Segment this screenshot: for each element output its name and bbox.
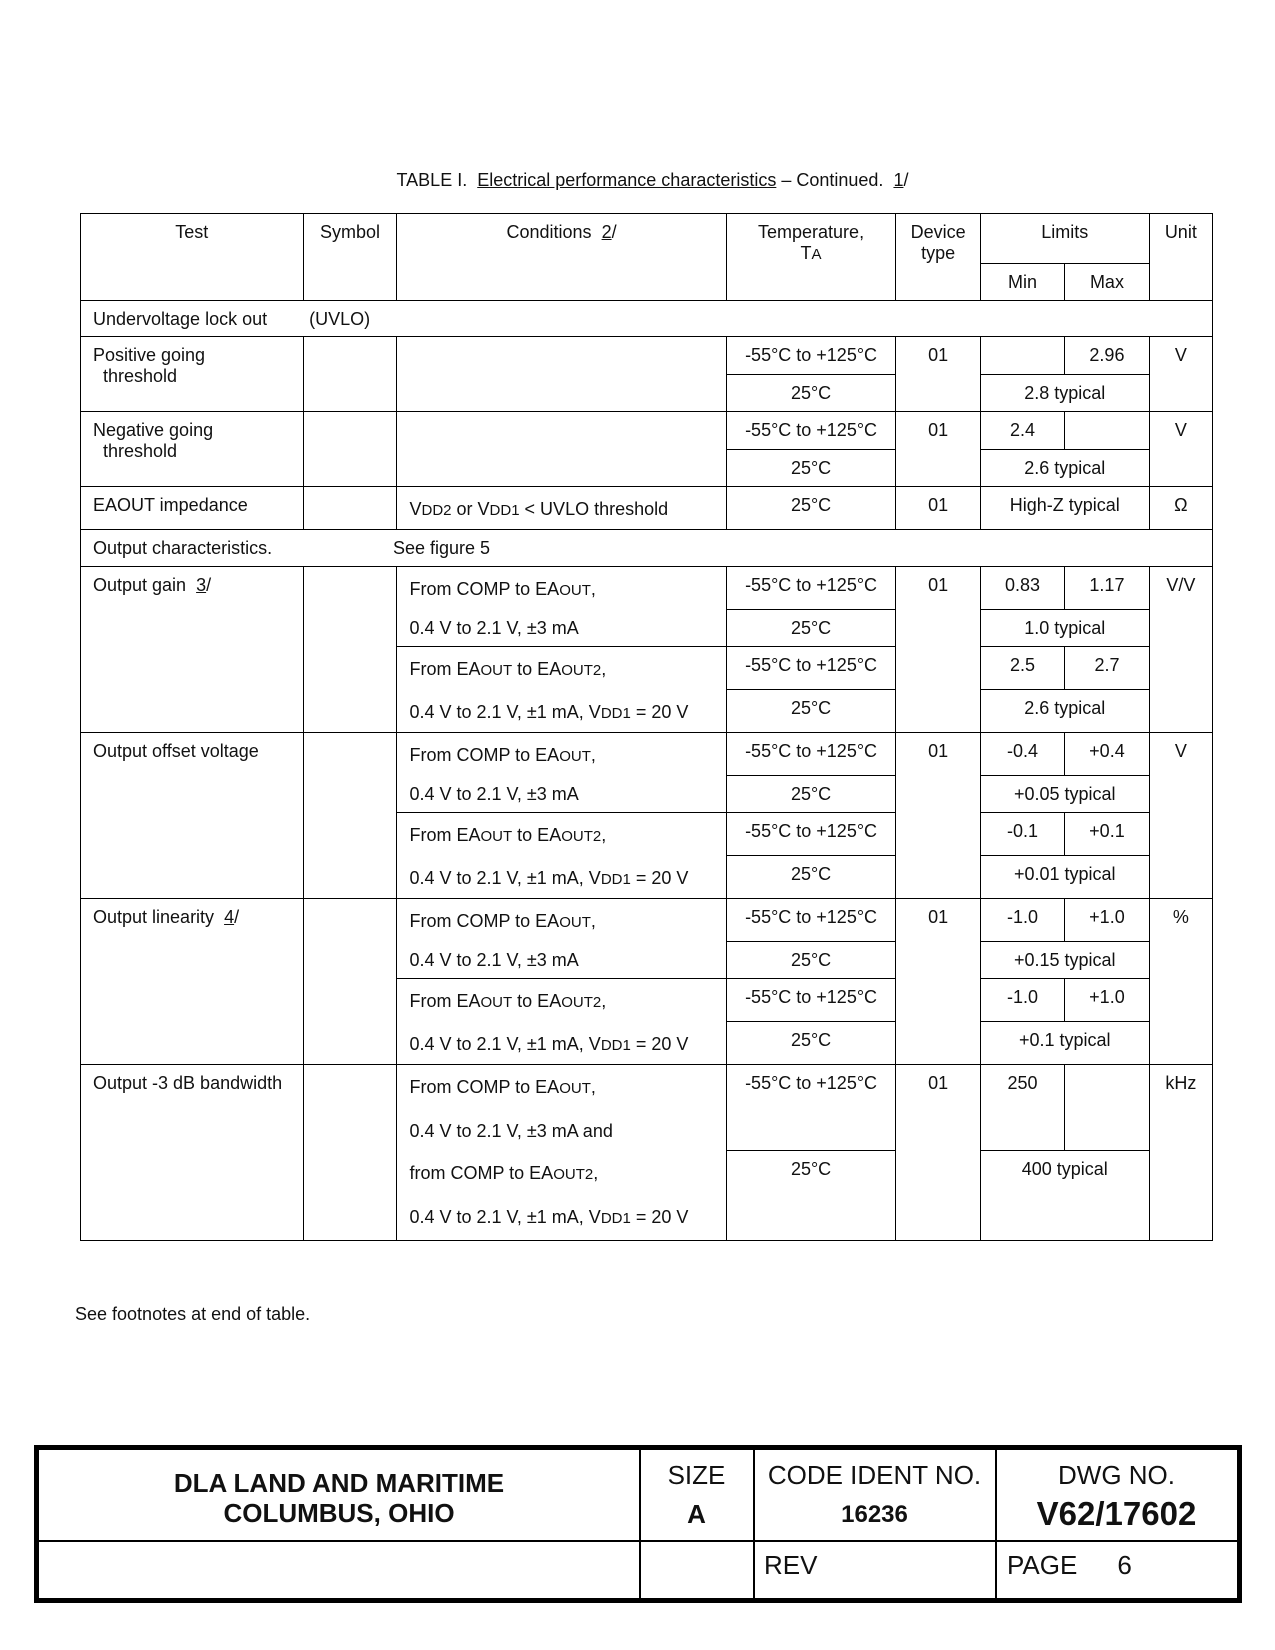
offset-symbol [303, 733, 397, 899]
offset-cond-2: 0.4 V to 2.1 V, ±3 mA [397, 776, 726, 813]
offset-typical-1: +0.05 typical [980, 776, 1149, 813]
table-title-note: 1 [893, 170, 904, 190]
gain-c1c: , [590, 579, 596, 599]
eaout-typical: High-Z typical [980, 487, 1149, 530]
linearity-c3d: OUT2 [561, 994, 602, 1011]
gain-temp-2: 25°C [726, 610, 896, 647]
linearity-max-1: +1.0 [1065, 899, 1149, 942]
offset-c3a: From EA [409, 825, 481, 845]
offset-c4b: DD1 [600, 870, 631, 888]
pos-temp-1: -55°C to +125°C [726, 337, 896, 375]
neg-unit: V [1149, 412, 1212, 487]
pos-unit: V [1149, 337, 1212, 412]
offset-max-2: +0.1 [1065, 813, 1149, 856]
header-conditions-note: 2 [601, 222, 612, 242]
linearity-cond-1 [397, 899, 726, 942]
uvlo-symbol: (UVLO) [309, 309, 371, 329]
outchar-cond: See figure 5 [393, 538, 491, 558]
linearity-typical-1: +0.15 typical [980, 942, 1149, 979]
bandwidth-conditions [397, 1065, 726, 1241]
eaout-cond-vdd2: DD2 [421, 502, 452, 519]
offset-c1a: From COMP to EA [409, 745, 560, 765]
bandwidth-c2: 0.4 V to 2.1 V, ±3 mA and [409, 1121, 613, 1141]
header-type: type [921, 243, 956, 263]
linearity-max-2: +1.0 [1065, 979, 1149, 1022]
bandwidth-c3c: , [593, 1163, 599, 1183]
neg-test [81, 412, 304, 487]
linearity-min-1: -1.0 [980, 899, 1064, 942]
header-symbol: Symbol [303, 214, 397, 301]
linearity-temp-1: -55°C to +125°C [726, 899, 896, 942]
pos-test-line2: threshold [103, 366, 178, 386]
linearity-c3b: OUT [480, 994, 513, 1011]
gain-cond-1 [397, 567, 726, 610]
neg-test-line1: Negative going [93, 420, 214, 440]
gain-symbol [303, 567, 397, 733]
bandwidth-c3a: from COMP to EA [409, 1163, 554, 1183]
gain-cond-2: 0.4 V to 2.1 V, ±3 mA [397, 610, 726, 647]
gain-max-2: 2.7 [1065, 647, 1149, 690]
gain-c3c: to EA [512, 659, 562, 679]
linearity-min-2: -1.0 [980, 979, 1064, 1022]
bandwidth-c3b: OUT2 [553, 1166, 594, 1183]
table-title [0, 170, 1275, 191]
eaout-test: EAOUT impedance [81, 487, 304, 530]
pos-symbol [303, 337, 397, 412]
linearity-c4b: DD1 [600, 1036, 631, 1054]
gain-c1b: OUT [559, 582, 591, 599]
linearity-cond-4 [397, 1022, 726, 1065]
linearity-test-note: 4 [224, 907, 235, 927]
gain-c3d: OUT2 [561, 662, 602, 679]
header-temperature-label: Temperature, [758, 222, 865, 242]
linearity-c1c: , [590, 911, 596, 931]
gain-max-1: 1.17 [1065, 567, 1149, 610]
offset-min-2: -0.1 [980, 813, 1064, 856]
title-block [34, 1445, 1242, 1603]
linearity-device: 01 [896, 899, 980, 1065]
offset-cond-3 [397, 813, 726, 856]
gain-unit: V/V [1149, 567, 1212, 733]
offset-c1b: OUT [559, 748, 591, 765]
outchar-label: Output characteristics. [93, 538, 273, 558]
gain-cond-4 [397, 690, 726, 733]
offset-cond-4 [397, 856, 726, 899]
offset-unit: V [1149, 733, 1212, 899]
linearity-c3c: to EA [512, 991, 562, 1011]
header-test: Test [81, 214, 304, 301]
bandwidth-temp-1: -55°C to +125°C [726, 1065, 896, 1151]
neg-temp-2: 25°C [726, 450, 896, 487]
header-ta: T [800, 243, 812, 263]
organization-line2: COLUMBUS, OHIO [223, 1498, 455, 1528]
offset-c3e: , [601, 825, 607, 845]
pos-conditions [397, 337, 726, 412]
eaout-cond-v: V [409, 499, 422, 519]
linearity-c4c: = 20 V [630, 1033, 689, 1054]
gain-c3a: From EA [409, 659, 481, 679]
gain-temp-4: 25°C [726, 690, 896, 733]
size-label: SIZE [667, 1460, 726, 1490]
linearity-temp-2: 25°C [726, 942, 896, 979]
eaout-unit: Ω [1149, 487, 1212, 530]
offset-c3d: OUT2 [561, 828, 602, 845]
offset-c3c: to EA [512, 825, 562, 845]
pos-device: 01 [896, 337, 980, 412]
gain-c4b: DD1 [600, 704, 631, 722]
header-limits: Limits [980, 214, 1149, 264]
uvlo-label: Undervoltage lock out [93, 309, 268, 329]
pos-max: 2.96 [1065, 337, 1149, 375]
gain-c3b: OUT [480, 662, 513, 679]
pos-test-line1: Positive going [93, 345, 206, 365]
offset-c4a: 0.4 V to 2.1 V, ±1 mA, V [409, 867, 601, 888]
bandwidth-min: 250 [980, 1065, 1064, 1151]
linearity-test: Output linearity 4/ [81, 899, 304, 1065]
neg-min: 2.4 [980, 412, 1064, 450]
offset-min-1: -0.4 [980, 733, 1064, 776]
header-max: Max [1065, 264, 1149, 301]
table-title-prefix: TABLE I. [396, 170, 468, 190]
bandwidth-temp-2: 25°C [726, 1150, 896, 1240]
eaout-cond-or: or V [451, 499, 490, 519]
table-title-name: Electrical performance characteristics [477, 170, 777, 190]
gain-typical-1: 1.0 typical [980, 610, 1149, 647]
bandwidth-symbol [303, 1065, 397, 1241]
gain-test-label: Output gain [93, 575, 187, 595]
gain-test: Output gain 3/ [81, 567, 304, 733]
pos-temp-2: 25°C [726, 375, 896, 412]
linearity-unit: % [1149, 899, 1212, 1065]
gain-c3e: , [601, 659, 607, 679]
electrical-characteristics-table [80, 213, 1213, 1241]
linearity-c1b: OUT [559, 914, 591, 931]
eaout-conditions [397, 487, 726, 530]
linearity-symbol [303, 899, 397, 1065]
size-value: A [687, 1499, 706, 1529]
offset-test: Output offset voltage [81, 733, 304, 899]
page-block [1007, 1550, 1132, 1581]
header-unit: Unit [1149, 214, 1212, 301]
offset-temp-1: -55°C to +125°C [726, 733, 896, 776]
uvlo-section-row [81, 301, 1213, 337]
bandwidth-c4b: DD1 [600, 1210, 631, 1227]
bandwidth-device: 01 [896, 1065, 980, 1241]
gain-min-2: 2.5 [980, 647, 1064, 690]
eaout-cond-threshold: < UVLO threshold [519, 499, 669, 519]
gain-c1a: From COMP to EA [409, 579, 560, 599]
bandwidth-c4a: 0.4 V to 2.1 V, ±1 mA, V [409, 1207, 601, 1227]
size-block [640, 1460, 753, 1530]
offset-typical-2: +0.01 typical [980, 856, 1149, 899]
linearity-temp-3: -55°C to +125°C [726, 979, 896, 1022]
offset-temp-3: -55°C to +125°C [726, 813, 896, 856]
gain-c4a: 0.4 V to 2.1 V, ±1 mA, V [409, 701, 601, 722]
gain-test-note: 3 [196, 575, 207, 595]
bandwidth-c1b: OUT [559, 1080, 591, 1097]
offset-max-1: +0.4 [1065, 733, 1149, 776]
gain-typical-2: 2.6 typical [980, 690, 1149, 733]
table-title-slash: / [903, 170, 909, 190]
offset-temp-4: 25°C [726, 856, 896, 899]
dwg-label: DWG NO. [1058, 1460, 1175, 1490]
neg-temp-1: -55°C to +125°C [726, 412, 896, 450]
organization [39, 1468, 639, 1528]
offset-c4c: = 20 V [630, 867, 689, 888]
eaout-device: 01 [896, 487, 980, 530]
code-ident-label: CODE IDENT NO. [767, 1460, 982, 1490]
neg-test-line2: threshold [103, 441, 178, 461]
linearity-test-label: Output linearity [93, 907, 215, 927]
dwg-value: V62/17602 [1036, 1495, 1197, 1532]
gain-cond-3 [397, 647, 726, 690]
table-title-suffix: – Continued. [781, 170, 884, 190]
bandwidth-c4c: = 20 V [630, 1207, 689, 1227]
offset-cond-1 [397, 733, 726, 776]
gain-device: 01 [896, 567, 980, 733]
gain-min-1: 0.83 [980, 567, 1064, 610]
eaout-symbol [303, 487, 397, 530]
header-conditions: Conditions 2/ [397, 214, 726, 301]
neg-symbol [303, 412, 397, 487]
bandwidth-unit: kHz [1149, 1065, 1212, 1241]
code-ident-block [754, 1460, 995, 1529]
bandwidth-c1c: , [590, 1077, 596, 1097]
page-number: 6 [1117, 1550, 1132, 1580]
pos-test [81, 337, 304, 412]
gain-c4c: = 20 V [630, 701, 689, 722]
bandwidth-typical: 400 typical [980, 1150, 1149, 1240]
neg-max [1065, 412, 1149, 450]
offset-c1c: , [590, 745, 596, 765]
neg-conditions [397, 412, 726, 487]
page-label: PAGE [1007, 1550, 1078, 1580]
linearity-typical-2: +0.1 typical [980, 1022, 1149, 1065]
linearity-c4a: 0.4 V to 2.1 V, ±1 mA, V [409, 1033, 601, 1054]
header-device: Device [910, 222, 966, 242]
footnote-reference: See footnotes at end of table. [75, 1304, 311, 1324]
neg-typical: 2.6 typical [980, 450, 1149, 487]
linearity-c3e: , [601, 991, 607, 1011]
neg-device: 01 [896, 412, 980, 487]
linearity-c1a: From COMP to EA [409, 911, 560, 931]
bandwidth-test: Output -3 dB bandwidth [81, 1065, 304, 1241]
gain-temp-1: -55°C to +125°C [726, 567, 896, 610]
pos-typical: 2.8 typical [980, 375, 1149, 412]
dwg-block [996, 1460, 1237, 1533]
linearity-c3a: From EA [409, 991, 481, 1011]
gain-temp-3: -55°C to +125°C [726, 647, 896, 690]
bandwidth-max [1065, 1065, 1149, 1151]
code-ident-value: 16236 [841, 1501, 908, 1528]
linearity-cond-2: 0.4 V to 2.1 V, ±3 mA [397, 942, 726, 979]
organization-line1: DLA LAND AND MARITIME [173, 1468, 505, 1498]
bandwidth-c1a: From COMP to EA [409, 1077, 560, 1097]
eaout-cond-vdd1: DD1 [489, 502, 520, 519]
header-min: Min [980, 264, 1064, 301]
linearity-cond-3 [397, 979, 726, 1022]
header-device-type [896, 214, 980, 301]
outchar-section-row [81, 530, 1213, 567]
pos-min [980, 337, 1064, 375]
header-conditions-label: Conditions [506, 222, 592, 242]
header-ta-sub: A [811, 246, 822, 263]
rev-label: REV [764, 1550, 818, 1580]
offset-temp-2: 25°C [726, 776, 896, 813]
header-temperature [726, 214, 896, 301]
offset-c3b: OUT [480, 828, 513, 845]
linearity-temp-4: 25°C [726, 1022, 896, 1065]
offset-device: 01 [896, 733, 980, 899]
eaout-temp: 25°C [726, 487, 896, 530]
